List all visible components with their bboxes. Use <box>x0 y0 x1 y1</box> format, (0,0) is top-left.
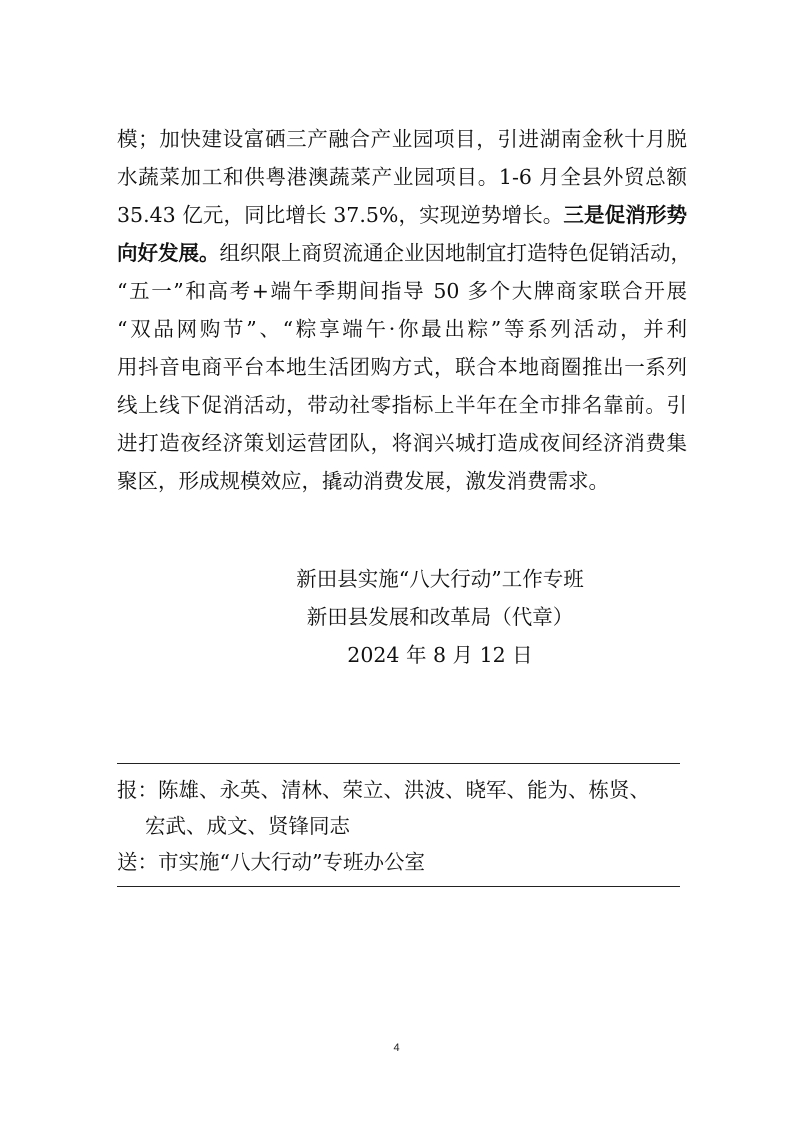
bottom-rule <box>117 886 680 887</box>
paragraph-line-7: 用抖音电商平台本地生活团购方式，联合本地商圈推出一系列 <box>117 355 687 379</box>
paragraph-line-1: 模；加快建设富硒三产融合产业园项目，引进湖南金秋十月脱 <box>117 127 687 151</box>
section-heading-part1: 三是促消形势 <box>563 203 687 227</box>
paragraph-line-9: 进打造夜经济策划运营团队，将润兴城打造成夜间经济消费集 <box>117 431 687 455</box>
paragraph-line-6: “双品网购节”、“粽享端午·你最出粽”等系列活动，并利 <box>117 317 687 341</box>
distribution-block <box>117 763 680 887</box>
signature-date: 2024 年 8 月 12 日 <box>347 643 533 667</box>
page-number: 4 <box>393 1042 400 1054</box>
paragraph-line-10: 聚区，形成规模效应，撬动消费发展，激发消费需求。 <box>117 469 609 493</box>
paragraph-line-3 <box>117 196 687 234</box>
report-line-1: 报：陈雄、永英、清林、荣立、洪波、晓军、能为、栋贤、 <box>117 778 650 802</box>
paragraph-line-5: “五一”和高考+端午季期间指导 50 多个大牌商家联合开展 <box>117 279 687 303</box>
paragraph-line-4-text: 组织限上商贸流通企业因地制宜打造特色促销活动， <box>219 241 691 265</box>
paragraph-line-2: 水蔬菜加工和供粤港澳蔬菜产业园项目。1-6 月全县外贸总额 <box>117 165 687 189</box>
signature-org-1: 新田县实施“八大行动”工作专班 <box>296 567 584 591</box>
send-line: 送：市实施“八大行动”专班办公室 <box>117 850 425 874</box>
distribution-lines <box>117 764 680 886</box>
section-heading-part2: 向好发展。 <box>117 241 220 265</box>
paragraph-line-8: 线上线下促消活动，带动社零指标上半年在全市排名靠前。引 <box>117 393 687 417</box>
paragraph-line-3-text: 35.43 亿元，同比增长 37.5%，实现逆势增长。 <box>117 203 564 227</box>
report-line-2: 宏武、成文、贤锋同志 <box>145 814 350 838</box>
signature-block <box>240 560 640 674</box>
body-paragraph <box>117 120 691 500</box>
paragraph-line-4 <box>117 234 691 272</box>
signature-org-2: 新田县发展和改革局（代章） <box>306 605 574 629</box>
